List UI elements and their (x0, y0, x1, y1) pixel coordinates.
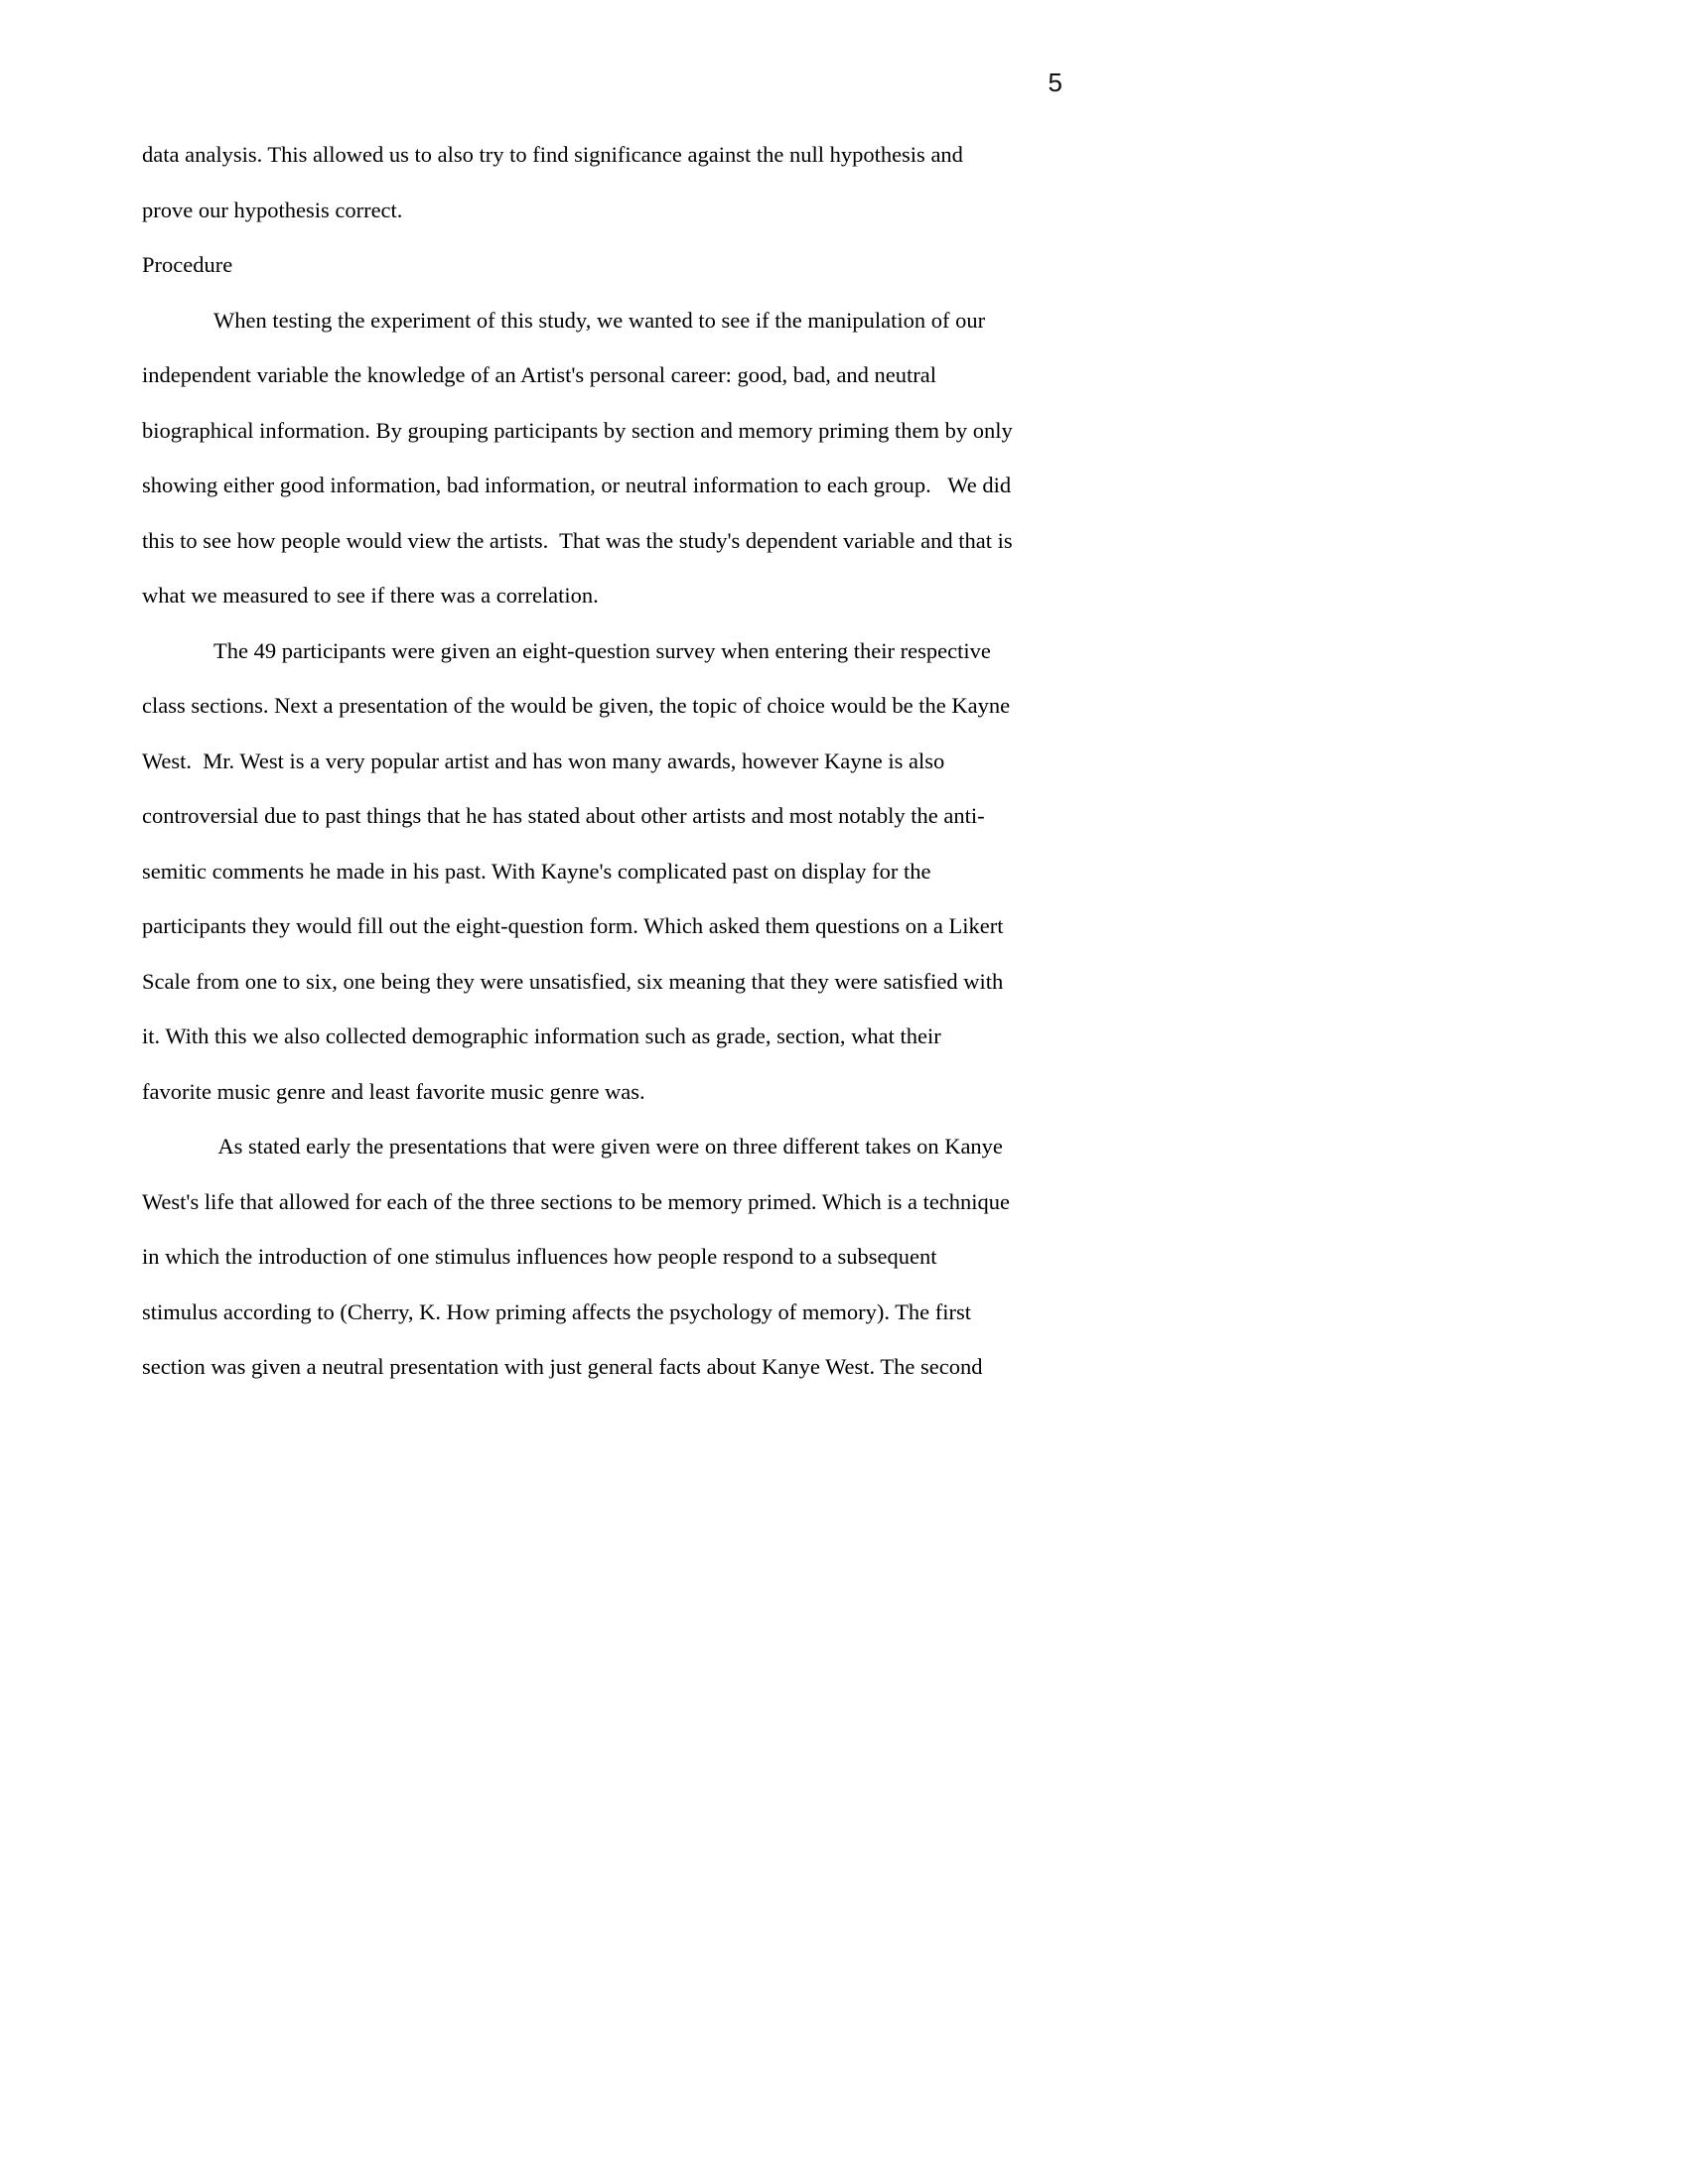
document-body (142, 127, 1062, 1395)
text-line: semitic comments he made in his past. With Kayne's complicated past on display for the (142, 858, 931, 884)
text-line: section was given a neutral presentation with just general facts about Kanye West. The second (142, 1354, 983, 1379)
text-line: biographical information. By grouping participants by section and memory priming them by only (142, 417, 1013, 443)
text-line: As stated early the presentations that were given were on three different takes on Kanye (213, 1134, 1003, 1159)
text-line: prove our hypothesis correct. (142, 197, 403, 222)
text-line: showing either good information, bad information, or neutral information to each group. We did (142, 473, 1012, 497)
page-number: 5 (1048, 68, 1062, 97)
text-line: stimulus according to (Cherry, K. How priming affects the psychology of memory). The first (142, 1298, 972, 1324)
section-heading: Procedure (142, 252, 233, 277)
text-line: West. Mr. West is a very popular artist and has won many awards, however Kayne is also (142, 748, 945, 773)
text-line: The 49 participants were given an eight-question survey when entering their respective (213, 637, 991, 663)
text-line: in which the introduction of one stimulus influences how people respond to a subsequent (142, 1244, 937, 1269)
text-line: West's life that allowed for each of the three sections to be memory primed. Which is a technique (142, 1188, 1011, 1214)
text-line: controversial due to past things that he has stated about other artists and most notably the anti- (142, 803, 985, 828)
text-line: data analysis. This allowed us to also try to find significance against the null hypothesis and (142, 142, 963, 167)
text-line: class sections. Next a presentation of the would be given, the topic of choice would be the Kayne (142, 693, 1011, 718)
text-line: participants they would fill out the eight-question form. Which asked them questions on a Likert (142, 913, 1004, 938)
text-line: it. With this we also collected demographic information such as grade, section, what their (142, 1024, 941, 1048)
text-line: Scale from one to six, one being they were unsatisfied, six meaning that they were satisfied with (142, 968, 1004, 994)
page-content (142, 0, 1062, 2184)
text-line: When testing the experiment of this study, we wanted to see if the manipulation of our (213, 307, 986, 333)
text-line: this to see how people would view the artists. That was the study's dependent variable and that is (142, 527, 1013, 553)
text-line: independent variable the knowledge of an Artist's personal career: good, bad, and neutral (142, 362, 937, 387)
text-line: what we measured to see if there was a correlation. (142, 583, 599, 608)
text-line: favorite music genre and least favorite music genre was. (142, 1078, 645, 1104)
